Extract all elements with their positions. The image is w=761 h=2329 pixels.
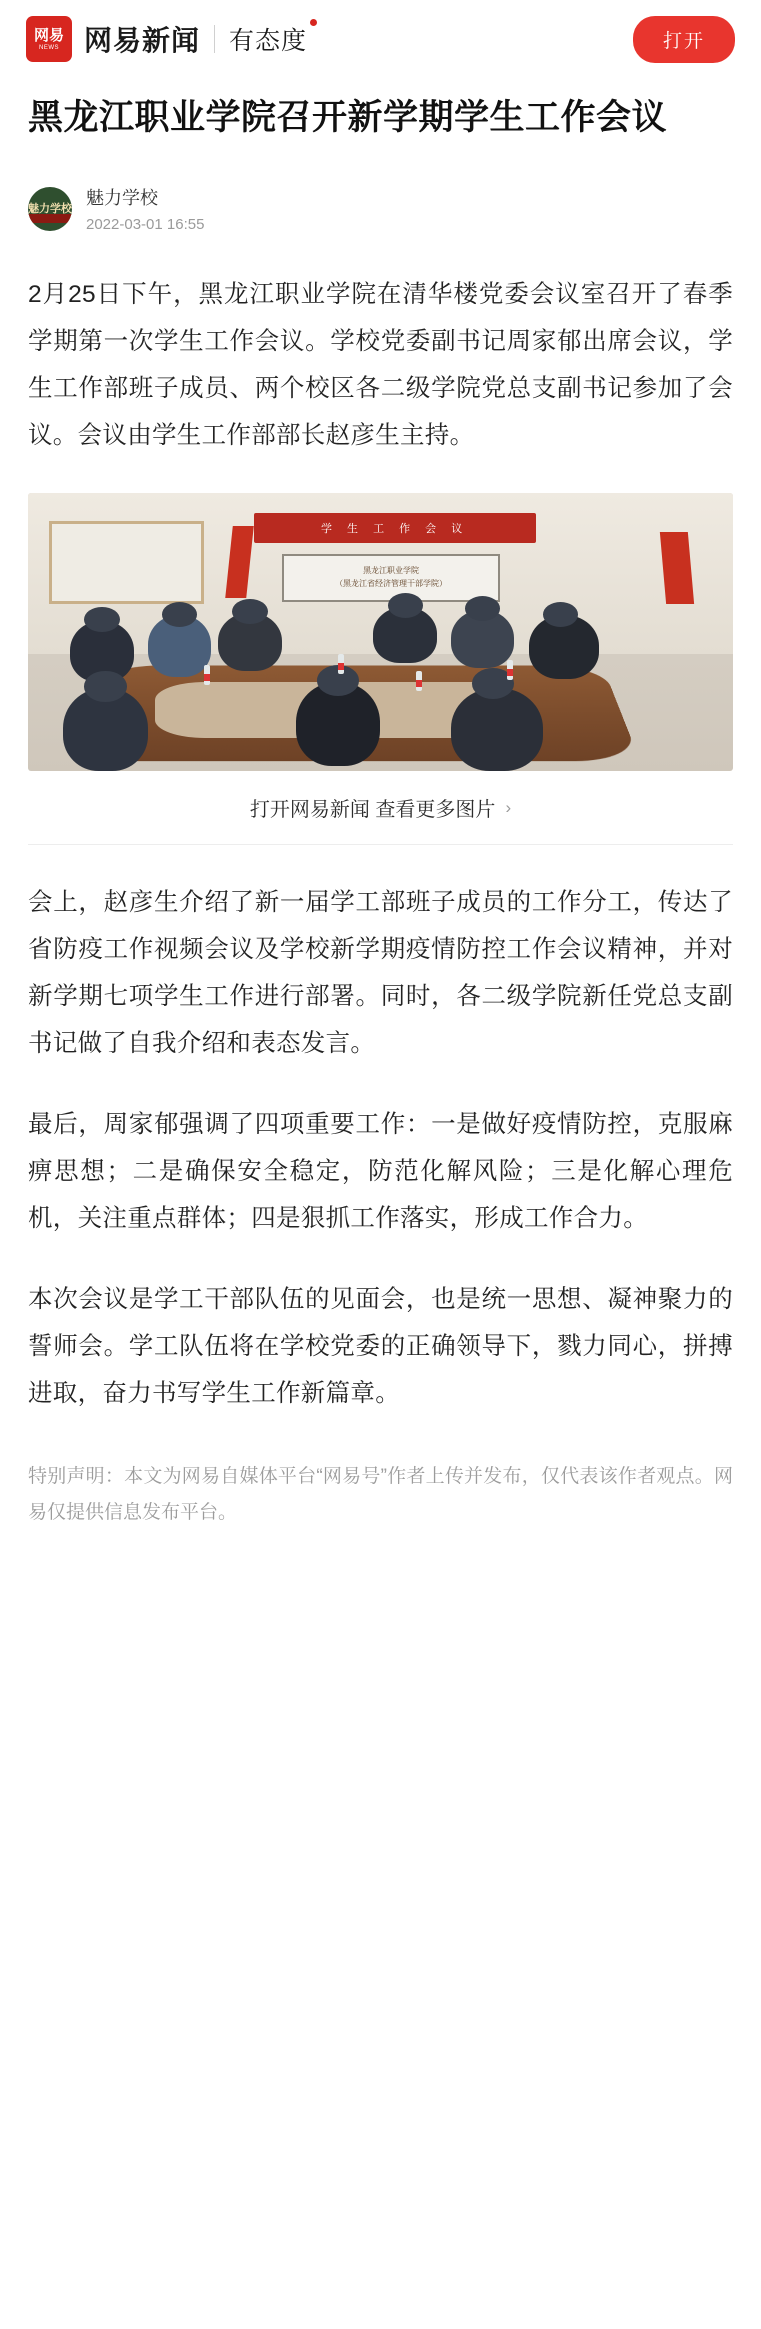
open-app-more-images-link[interactable] (28, 771, 733, 845)
photo-banner-text: 学 生 工 作 会 议 (320, 522, 469, 535)
photo-bottle (507, 660, 513, 680)
photo-painting (49, 521, 204, 604)
article-figure (28, 493, 733, 845)
author-name[interactable]: 魅力学校 (86, 187, 158, 208)
byline[interactable] (28, 186, 733, 233)
chevron-right-icon: › (505, 797, 512, 817)
header-divider (214, 25, 215, 53)
photo-screen-line1: 黑龙江职业学院 (363, 566, 420, 576)
photo-person-head (84, 607, 119, 632)
photo-person-head (232, 599, 267, 624)
site-header (0, 0, 761, 78)
photo-bottle (416, 671, 422, 691)
paragraph: 2月25日下午，黑龙江职业学院在清华楼党委会议室召开了春季学期第一次学生工作会议。学校党委副书记周家郁出席会议，学生工作部班子成员、两个校区各二级学院党总支副书记参加了会议。会议由学生工作部部长赵彦生主持。 (28, 280, 733, 450)
netease-logo-icon (26, 16, 72, 62)
logo-en-text: NEWS (39, 44, 59, 51)
photo-person-head (543, 602, 578, 627)
avatar-label: 魅力学校 (28, 202, 72, 215)
avatar (28, 187, 72, 231)
photo-person-head (84, 671, 126, 702)
open-app-button[interactable]: 打开 (633, 16, 735, 63)
logo-cn-text: 网易 (33, 26, 64, 44)
article-body (0, 92, 761, 1570)
photo-person (451, 688, 543, 771)
paragraph: 最后，周家郁强调了四项重要工作：一是做好疫情防控，克服麻痹思想；二是确保安全稳定，防范化解风险；三是化解心理危机，关注重点群体；四是狠抓工作落实，形成工作合力。 (28, 1111, 733, 1233)
disclaimer-text: 特别声明：本文为网易自媒体平台“网易号”作者上传并发布，仅代表该作者观点。网易仅提供信息发布平台。 (28, 1466, 733, 1523)
brand-slogan-text: 有态度 (229, 27, 308, 55)
page-title: 黑龙江职业学院召开新学期学生工作会议 (28, 98, 668, 137)
meeting-photo[interactable] (28, 493, 733, 771)
brand-name: 网易新闻 (84, 25, 201, 56)
photo-person-head (465, 596, 500, 621)
photo-person-head (388, 593, 423, 618)
slogan-dot-icon (310, 19, 317, 26)
photo-screen-line2: （黑龙江省经济管理干部学院） (335, 578, 448, 588)
photo-bottle (338, 654, 344, 674)
photo-person-head (162, 602, 197, 627)
paragraph: 会上，赵彦生介绍了新一届学工部班子成员的工作分工，传达了省防疫工作视频会议及学校新学期疫情防控工作会议精神，并对新学期七项学生工作进行部署。同时，各二级学院新任党总支副书记做了自我介绍和表态发言。 (28, 889, 733, 1058)
photo-screen-text (282, 554, 501, 601)
paragraph: 本次会议是学工干部队伍的见面会，也是统一思想、凝神聚力的誓师会。学工队伍将在学校党委的正确领导下，戮力同心，拼搏进取，奋力书写学生工作新篇章。 (28, 1286, 733, 1408)
avatar-band (28, 214, 72, 223)
photo-flag-right (659, 532, 694, 604)
publish-time: 2022-03-01 16:55 (86, 215, 205, 233)
byline-text (86, 186, 204, 233)
open-app-more-images-label: 打开网易新闻 查看更多图片 (249, 799, 496, 822)
brand-slogan (229, 21, 307, 57)
photo-bottle (204, 665, 210, 685)
